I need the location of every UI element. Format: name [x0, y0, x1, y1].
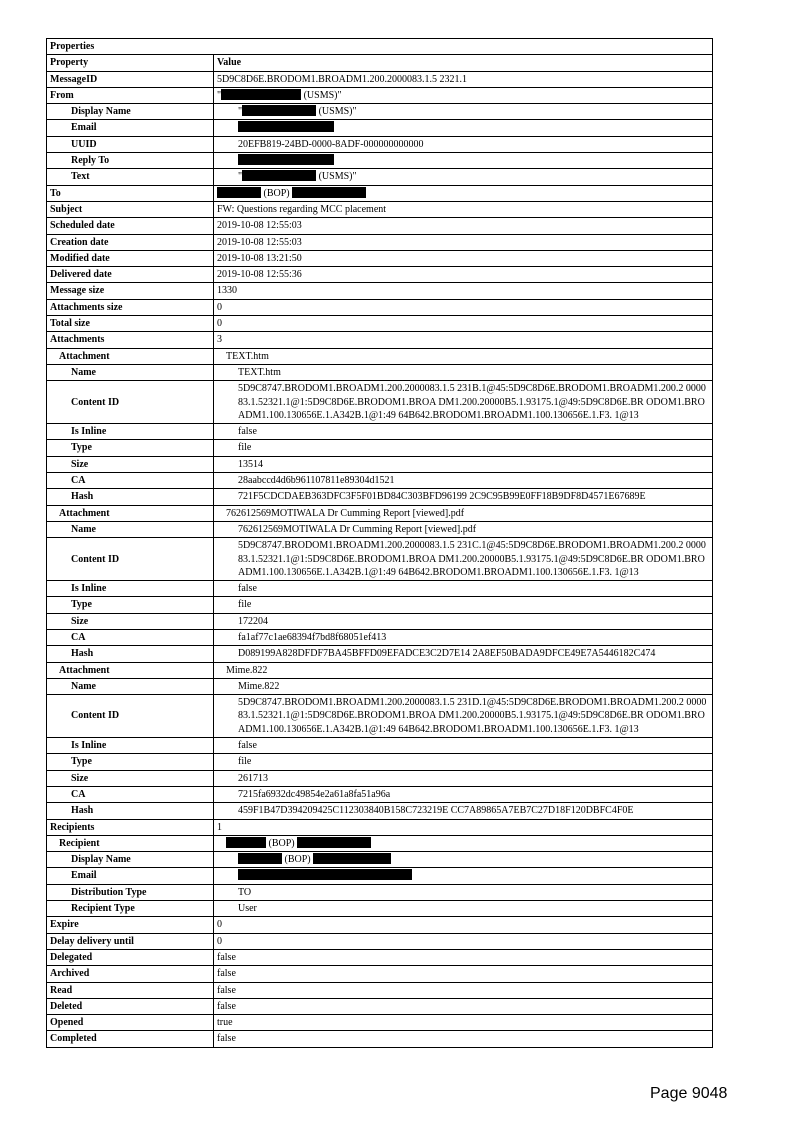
row-value	[214, 104, 713, 120]
row-value-text: FW: Questions regarding MCC placement	[217, 203, 387, 215]
row-value-suffix: (BOP)	[266, 837, 298, 849]
row-value-text: "	[238, 171, 243, 183]
row-value	[214, 613, 713, 629]
page-number: Page 9048	[650, 1085, 728, 1102]
row-property-label: Hash	[47, 646, 214, 662]
row-value-suffix: (BOP)	[282, 854, 314, 866]
row-property-label: CA	[47, 629, 214, 645]
row-property-label: Email	[47, 868, 214, 884]
row-value-text: 0	[217, 301, 222, 313]
table-row	[47, 381, 713, 424]
row-property-label: Deleted	[47, 998, 214, 1014]
row-value-text: false	[217, 1000, 236, 1012]
row-value-text: 28aabccd4d6b961107811e89304d1521	[238, 475, 395, 487]
table-row	[47, 104, 713, 120]
row-property-label: Read	[47, 982, 214, 998]
row-value-text: 172204	[238, 615, 268, 627]
row-value	[214, 629, 713, 645]
row-property-label: Size	[47, 613, 214, 629]
row-value-text: false	[217, 968, 236, 980]
row-value-suffix: (USMS)"	[316, 106, 357, 118]
row-property-label: Display Name	[47, 104, 214, 120]
table-row	[47, 770, 713, 786]
row-property-label: Content ID	[47, 538, 214, 581]
row-value	[214, 819, 713, 835]
row-property-label: Reply To	[47, 153, 214, 169]
row-property-label: Subject	[47, 201, 214, 217]
row-property-label: From	[47, 87, 214, 103]
redaction-box	[242, 170, 316, 181]
row-value	[214, 136, 713, 152]
table-row	[47, 71, 713, 87]
table-row	[47, 949, 713, 965]
row-value	[214, 489, 713, 505]
row-property-label: Recipients	[47, 819, 214, 835]
row-value-text: 13514	[238, 458, 263, 470]
table-row	[47, 852, 713, 868]
row-property-label: Total size	[47, 316, 214, 332]
row-value-text: "	[238, 106, 243, 118]
table-row	[47, 646, 713, 662]
table-row	[47, 819, 713, 835]
table-row	[47, 153, 713, 169]
table-row	[47, 185, 713, 201]
table-row	[47, 364, 713, 380]
row-property-label: Attachments size	[47, 299, 214, 315]
row-property-label: Delay delivery until	[47, 933, 214, 949]
row-property-label: Name	[47, 364, 214, 380]
table-row	[47, 1031, 713, 1047]
row-property-label: Is Inline	[47, 424, 214, 440]
row-value	[214, 348, 713, 364]
table-row	[47, 901, 713, 917]
row-property-label: Name	[47, 678, 214, 694]
redaction-box	[242, 105, 316, 116]
table-row	[47, 998, 713, 1014]
table-row	[47, 169, 713, 185]
row-value	[214, 283, 713, 299]
row-value-suffix: (BOP)	[261, 187, 293, 199]
row-property-label: Opened	[47, 1015, 214, 1031]
row-value	[214, 901, 713, 917]
redaction-box	[238, 853, 282, 864]
row-value-text: true	[217, 1017, 233, 1029]
row-value	[214, 87, 713, 103]
row-property-label: Recipient	[47, 835, 214, 851]
row-value-text: false	[238, 740, 257, 752]
row-value	[214, 267, 713, 283]
row-value	[214, 381, 713, 424]
row-value-text: 2019-10-08 12:55:03	[217, 236, 302, 248]
row-property-label: Email	[47, 120, 214, 136]
row-value	[214, 424, 713, 440]
column-header-value: Value	[214, 55, 713, 71]
row-value	[214, 949, 713, 965]
row-value-text: TEXT.htm	[238, 366, 281, 378]
redaction-box	[313, 853, 391, 864]
table-row	[47, 678, 713, 694]
row-value	[214, 868, 713, 884]
row-property-label: Is Inline	[47, 581, 214, 597]
redaction-box	[238, 869, 412, 880]
row-property-label: Modified date	[47, 250, 214, 266]
row-property-label: Scheduled date	[47, 218, 214, 234]
row-property-label: Recipient Type	[47, 901, 214, 917]
table-row	[47, 835, 713, 851]
row-value-text: 5D9C8747.BRODOM1.BROADM1.200.2000083.1.5 231D.1@45:5D9C8D6E.BRODOM1.BROADM1.200.2 000083.1.52321.1@1:5D9C8D6E.BRODOM1.BROA DM1.200.20000B5.1.93175.1@49:5D9C8D6E.BR ODOM1.BROADM1.100.130656E.1.A342B.1@1:49 64B642.BRODOM1.BROADM1.100.130656E.1.F3. 1@13	[238, 697, 707, 735]
row-value	[214, 201, 713, 217]
row-value	[214, 917, 713, 933]
table-row	[47, 1015, 713, 1031]
row-value-text: file	[238, 599, 252, 611]
table-row	[47, 613, 713, 629]
row-value	[214, 505, 713, 521]
row-value-text: 0	[217, 919, 222, 931]
row-value	[214, 1031, 713, 1047]
table-row	[47, 332, 713, 348]
row-property-label: Archived	[47, 966, 214, 982]
row-value-text: 5D9C8747.BRODOM1.BROADM1.200.2000083.1.5 231C.1@45:5D9C8D6E.BRODOM1.BROADM1.200.2 000083.1.52321.1@1:5D9C8D6E.BRODOM1.BROA DM1.200.20000B5.1.93175.1@49:5D9C8D6E.BR ODOM1.BROADM1.100.130656E.1.A342B.1@1:49 64B642.BRODOM1.BROADM1.100.130656E.1.F3. 1@13	[238, 540, 706, 578]
row-property-label: Content ID	[47, 381, 214, 424]
row-value-text: 3	[217, 334, 222, 346]
row-value-text: "	[217, 89, 222, 101]
row-property-label: Content ID	[47, 695, 214, 738]
row-value-text: 1	[217, 821, 222, 833]
row-property-label: CA	[47, 786, 214, 802]
row-value	[214, 786, 713, 802]
row-property-label: Attachments	[47, 332, 214, 348]
redaction-box	[226, 837, 266, 848]
table-row	[47, 521, 713, 537]
row-value	[214, 835, 713, 851]
row-value	[214, 754, 713, 770]
row-value	[214, 218, 713, 234]
table-row	[47, 489, 713, 505]
row-value	[214, 332, 713, 348]
row-value-text: 2019-10-08 12:55:03	[217, 220, 302, 232]
row-property-label: Hash	[47, 489, 214, 505]
table-row	[47, 218, 713, 234]
table-row	[47, 754, 713, 770]
row-value	[214, 521, 713, 537]
row-value	[214, 169, 713, 185]
row-value	[214, 966, 713, 982]
row-property-label: Is Inline	[47, 738, 214, 754]
table-row	[47, 538, 713, 581]
row-value-text: fa1af77c1ae68394f7bd8f68051ef413	[238, 631, 387, 643]
row-value-text: User	[238, 903, 257, 915]
table-row	[47, 136, 713, 152]
column-header-property: Property	[47, 55, 214, 71]
row-property-label: Type	[47, 754, 214, 770]
table-row	[47, 738, 713, 754]
row-value-text: Mime.822	[238, 680, 280, 692]
row-value-text: 762612569MOTIWALA Dr Cumming Report [viewed].pdf	[238, 523, 477, 535]
row-value	[214, 456, 713, 472]
table-row	[47, 424, 713, 440]
properties-table-wrapper	[46, 38, 712, 1048]
row-property-label: Creation date	[47, 234, 214, 250]
row-property-label: Hash	[47, 803, 214, 819]
row-value-text: false	[238, 426, 257, 438]
row-value	[214, 597, 713, 613]
row-value-text: 261713	[238, 772, 268, 784]
row-value-text: 721F5CDCDAEB363DFC3F5F01BD84C303BFD96199 2C9C95B99E0FF18B9DF8D4571E67689E	[238, 491, 646, 503]
row-property-label: Distribution Type	[47, 884, 214, 900]
table-row	[47, 581, 713, 597]
row-value-text: Mime.822	[226, 664, 268, 676]
row-value	[214, 738, 713, 754]
row-property-label: Attachment	[47, 662, 214, 678]
row-property-label: Name	[47, 521, 214, 537]
table-row	[47, 597, 713, 613]
row-value	[214, 581, 713, 597]
row-value	[214, 71, 713, 87]
table-row	[47, 803, 713, 819]
row-value	[214, 153, 713, 169]
table-row	[47, 982, 713, 998]
row-value	[214, 982, 713, 998]
table-title: Properties	[47, 39, 713, 55]
table-row	[47, 120, 713, 136]
redaction-box	[238, 121, 334, 132]
table-row	[47, 299, 713, 315]
row-value	[214, 364, 713, 380]
row-value	[214, 538, 713, 581]
row-property-label: Attachment	[47, 348, 214, 364]
table-row	[47, 87, 713, 103]
row-property-label: Display Name	[47, 852, 214, 868]
row-property-label: MessageID	[47, 71, 214, 87]
row-value-text: 5D9C8747.BRODOM1.BROADM1.200.2000083.1.5 231B.1@45:5D9C8D6E.BRODOM1.BROADM1.200.2 000083.1.52321.1@1:5D9C8D6E.BRODOM1.BROA DM1.200.20000B5.1.93175.1@49:5D9C8D6E.BR ODOM1.BROADM1.100.130656E.1.A342B.1@1:49 64B642.BRODOM1.BROADM1.100.130656E.1.F3. 1@13	[238, 383, 706, 421]
row-value-text: 0	[217, 318, 222, 330]
table-row	[47, 917, 713, 933]
redaction-box	[221, 89, 301, 100]
row-value	[214, 473, 713, 489]
row-property-label: CA	[47, 473, 214, 489]
row-value	[214, 250, 713, 266]
table-row	[47, 316, 713, 332]
row-value-text: TO	[238, 886, 252, 898]
row-value-text: 2019-10-08 12:55:36	[217, 269, 302, 281]
row-property-label: Attachment	[47, 505, 214, 521]
row-value-text: file	[238, 442, 252, 454]
table-row	[47, 695, 713, 738]
row-value-text: TEXT.htm	[226, 350, 269, 362]
row-value	[214, 662, 713, 678]
table-row	[47, 440, 713, 456]
table-row	[47, 250, 713, 266]
table-row	[47, 933, 713, 949]
row-value	[214, 884, 713, 900]
table-row	[47, 201, 713, 217]
row-value	[214, 933, 713, 949]
redaction-box	[217, 187, 261, 198]
row-value	[214, 120, 713, 136]
row-value-suffix: (USMS)"	[301, 89, 342, 101]
row-value-text: 20EFB819-24BD-0000-8ADF-000000000000	[238, 138, 424, 150]
row-property-label: UUID	[47, 136, 214, 152]
row-value-text: 2019-10-08 13:21:50	[217, 252, 302, 264]
row-value	[214, 678, 713, 694]
row-value	[214, 299, 713, 315]
redaction-box	[238, 154, 334, 165]
row-value-text: false	[217, 984, 236, 996]
row-property-label: Message size	[47, 283, 214, 299]
row-property-label: Text	[47, 169, 214, 185]
row-value	[214, 770, 713, 786]
table-title-row	[47, 39, 713, 55]
table-header-row	[47, 55, 713, 71]
row-value	[214, 998, 713, 1014]
table-row	[47, 884, 713, 900]
row-property-label: Type	[47, 440, 214, 456]
table-row	[47, 662, 713, 678]
row-value-text: 762612569MOTIWALA Dr Cumming Report [viewed].pdf	[226, 507, 465, 519]
row-value	[214, 316, 713, 332]
table-row	[47, 868, 713, 884]
row-value	[214, 646, 713, 662]
row-value	[214, 440, 713, 456]
row-value-text: 1330	[217, 285, 237, 297]
row-property-label: Delegated	[47, 949, 214, 965]
row-value	[214, 185, 713, 201]
table-row	[47, 283, 713, 299]
row-value	[214, 852, 713, 868]
row-property-label: Type	[47, 597, 214, 613]
table-row	[47, 966, 713, 982]
table-row	[47, 473, 713, 489]
table-row	[47, 456, 713, 472]
row-value-text: 5D9C8D6E.BRODOM1.BROADM1.200.2000083.1.5 2321.1	[217, 73, 468, 85]
row-value	[214, 234, 713, 250]
table-row	[47, 234, 713, 250]
table-row	[47, 786, 713, 802]
row-value	[214, 1015, 713, 1031]
row-value-text: false	[238, 583, 257, 595]
table-row	[47, 348, 713, 364]
row-value-text: 7215fa6932dc49854e2a61a8fa51a96a	[238, 788, 391, 800]
table-row	[47, 505, 713, 521]
row-property-label: Completed	[47, 1031, 214, 1047]
redaction-box	[297, 837, 371, 848]
row-value	[214, 803, 713, 819]
row-property-label: Size	[47, 770, 214, 786]
row-value-text: false	[217, 1033, 236, 1045]
row-value-text: file	[238, 756, 252, 768]
row-property-label: Size	[47, 456, 214, 472]
row-value	[214, 695, 713, 738]
row-value-text: 459F1B47D394209425C112303840B158C723219E CC7A89865A7EB7C27D18F120DBFC4F0E	[238, 805, 634, 817]
table-row	[47, 267, 713, 283]
row-value-text: false	[217, 951, 236, 963]
row-value-suffix: (USMS)"	[316, 171, 357, 183]
row-property-label: Delivered date	[47, 267, 214, 283]
redaction-box	[292, 187, 366, 198]
table-row	[47, 629, 713, 645]
row-property-label: Expire	[47, 917, 214, 933]
row-value-text: 0	[217, 935, 222, 947]
properties-table	[46, 38, 713, 1048]
row-property-label: To	[47, 185, 214, 201]
row-value-text: D089199A828DFDF7BA45BFFD09EFADCE3C2D7E14 2A8EF50BADA9DFCE49E7A5446182C474	[238, 648, 656, 660]
